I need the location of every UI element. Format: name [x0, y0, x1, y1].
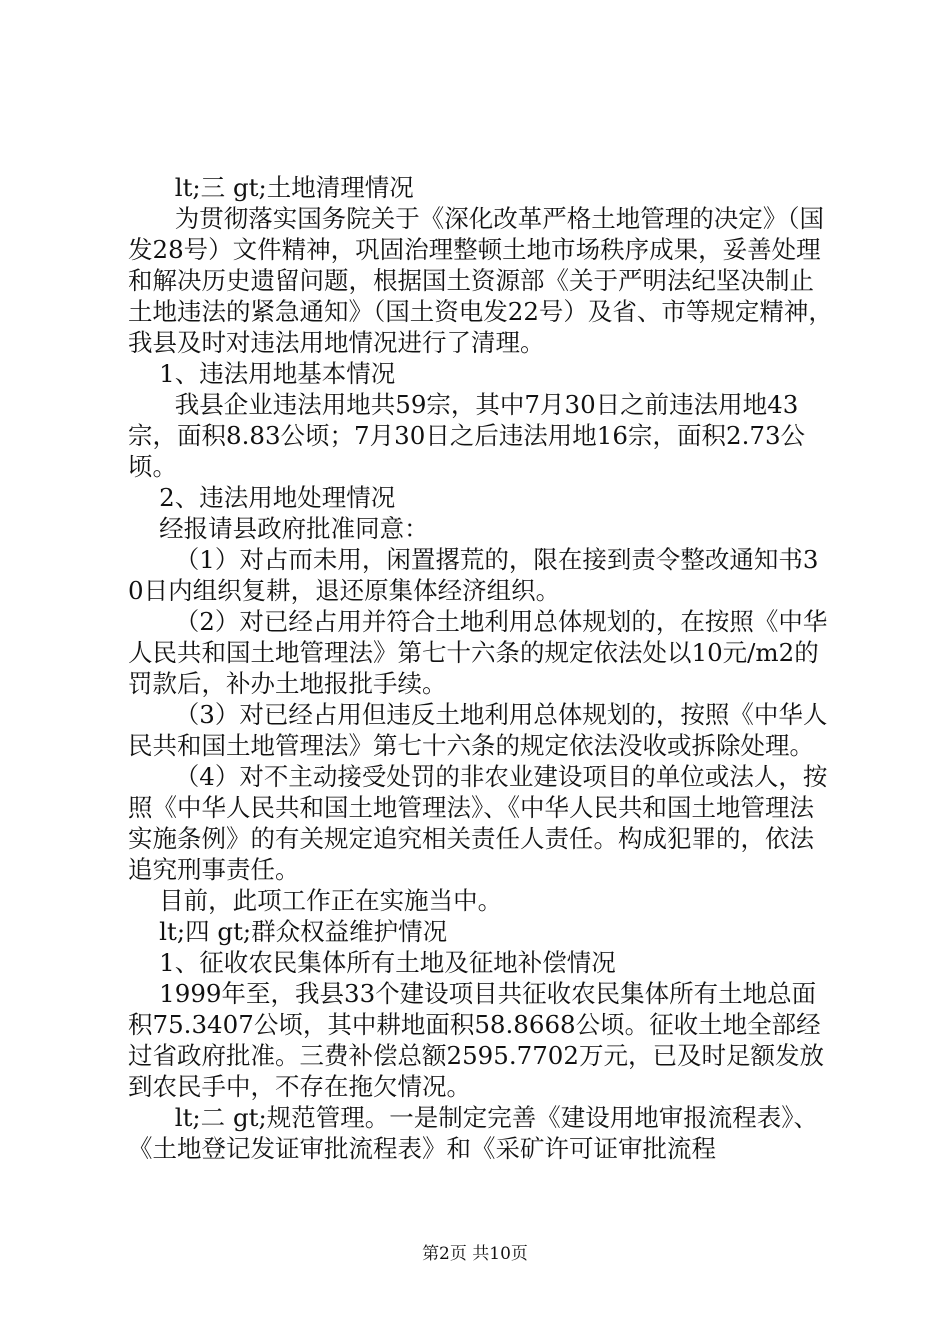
list-item-4: （4）对不主动接受处罚的非农业建设项目的单位或法人，按照《中华人民共和国土地管理法》、《中华人民共和国土地管理法实施条例》的有关规定追究相关责任人责任。构成犯罪的，依法追究刑事责任。 — [128, 762, 828, 884]
subheading-illegal-land-basic: 1、违法用地基本情况 — [128, 359, 396, 388]
subheading-illegal-land-handling: 2、违法用地处理情况 — [128, 483, 396, 512]
paragraph-standardized-management: lt;二 gt;规范管理。一是制定完善《建设用地审报流程表》、《土地登记发证审批流程表》和《采矿许可证审批流程 — [128, 1103, 818, 1163]
paragraph-illegal-land-stats: 我县企业违法用地共59宗，其中7月30日之前违法用地43宗，面积8.83公顷；7月30日之后违法用地16宗，面积2.73公顷。 — [128, 390, 806, 481]
list-item-1: （1）对占而未用，闲置撂荒的，限在接到责令整改通知书30日内组织复耕，退还原集体经济组织。 — [128, 545, 819, 605]
list-item-2: （2）对已经占用并符合土地利用总体规划的，在按照《中华人民共和国土地管理法》第七十六条的规定依法处以10元/m2的罚款后，补办土地报批手续。 — [128, 607, 828, 698]
document-body — [128, 172, 833, 1164]
paragraph-acquisition-stats: 1999年至，我县33个建设项目共征收农民集体所有土地总面积75.3407公顷，其中耕地面积58.8668公顷。征收土地全部经过省政府批准。三费补偿总额2595.7702万元，已及时足额发放到农民手中，不存在拖欠情况。 — [128, 979, 824, 1101]
subheading-land-acquisition: 1、征收农民集体所有土地及征地补偿情况 — [128, 948, 616, 977]
paragraph-status: 目前，此项工作正在实施当中。 — [128, 886, 503, 915]
paragraph-intro: 为贯彻落实国务院关于《深化改革严格土地管理的决定》（国发28号）文件精神，巩固治理整顿土地市场秩序成果，妥善处理和解决历史遗留问题，根据国土资源部《关于严明法纪坚决制止土地违法的紧急通知》（国土资电发22号）及省、市等规定精神，我县及时对违法用地情况进行了清理。 — [128, 204, 833, 357]
section-heading-land-cleanup: lt;三 gt;土地清理情况 — [128, 173, 414, 202]
paragraph-approval: 经报请县政府批准同意： — [128, 514, 429, 543]
list-item-3: （3）对已经占用但违反土地利用总体规划的，按照《中华人民共和国土地管理法》第七十六条的规定依法没收或拆除处理。 — [128, 700, 828, 760]
page-footer: 第2页 共10页 — [422, 1244, 528, 1264]
section-heading-rights: lt;四 gt;群众权益维护情况 — [128, 917, 448, 946]
